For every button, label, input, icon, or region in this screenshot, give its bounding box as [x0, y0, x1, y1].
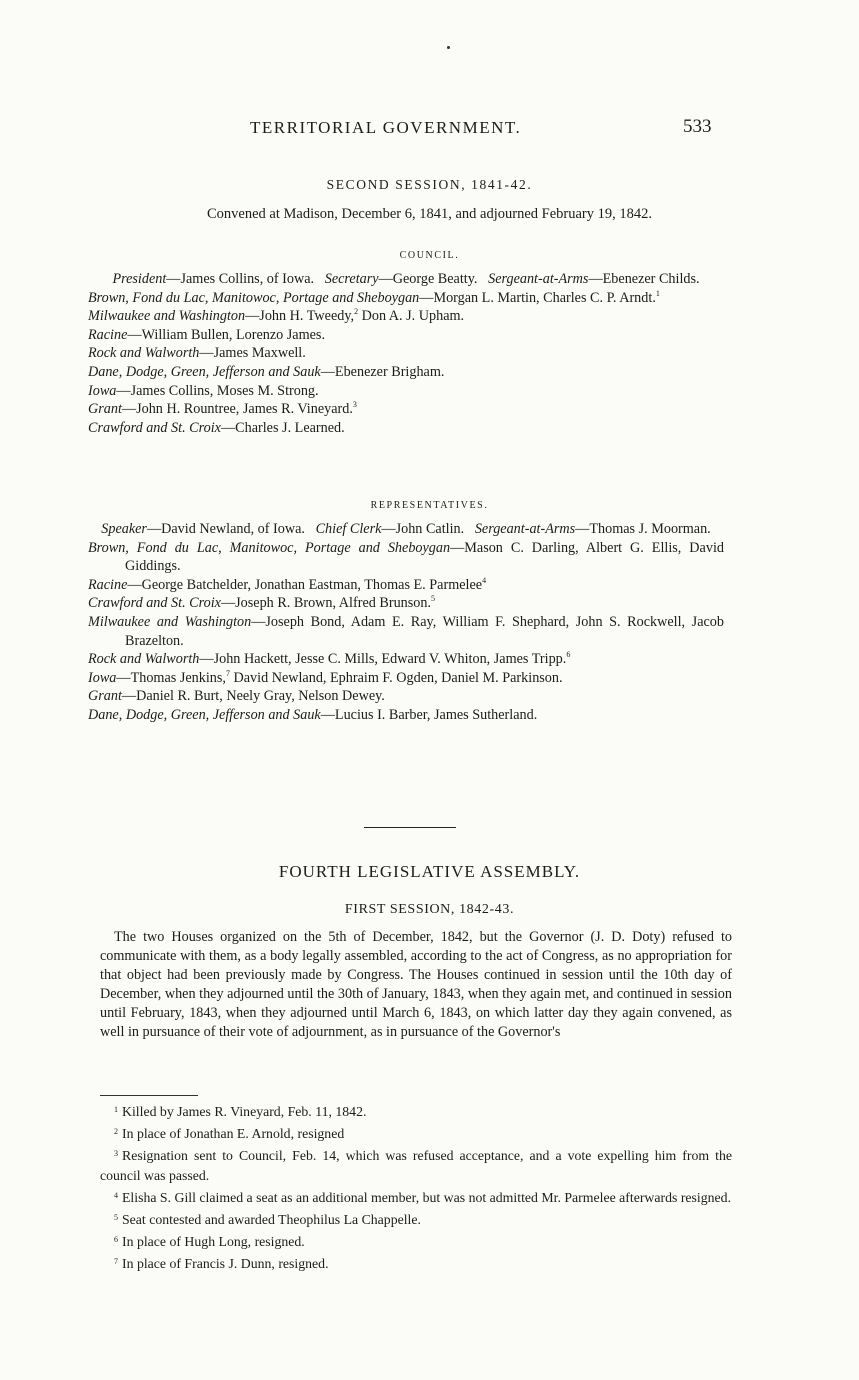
member-names: David Newland, Ephraim F. Ogden, Daniel M. Parkinson.: [229, 669, 563, 686]
district-entry: [88, 539, 724, 576]
district-entry: [88, 650, 724, 669]
district-name: Milwaukee and Washington: [88, 308, 246, 325]
member-names: —Thomas Jenkins,: [116, 669, 226, 686]
member-names: —Lucius I. Barber, James Sutherland.: [320, 706, 538, 723]
footnote-text: Killed by James R. Vineyard, Feb. 11, 1842.: [122, 1104, 367, 1119]
member-names: —John H. Tweedy,: [245, 308, 355, 325]
footnote-text: In place of Hugh Long, resigned.: [122, 1234, 305, 1249]
footnote-ref: 6: [566, 650, 571, 660]
session-dates: Convened at Madison, December 6, 1841, and adjourned February 19, 1842.: [207, 206, 652, 222]
footnote: [100, 1252, 732, 1274]
member-names: —Joseph Bond, Adam E. Ray, William F. Shephard, John S. Rockwell, Jacob Brazelton.: [125, 613, 724, 649]
session-heading: SECOND SESSION, 1841-42.: [326, 177, 533, 192]
footnote-mark: 7: [114, 1257, 118, 1266]
council-list: [88, 270, 724, 437]
footnote-text: In place of Francis J. Dunn, resigned.: [122, 1256, 329, 1271]
footnote-mark: 2: [114, 1127, 118, 1136]
district-name: Dane, Dodge, Green, Jefferson and Sauk: [88, 363, 321, 380]
running-title: TERRITORIAL GOVERNMENT.: [250, 118, 522, 137]
member-names: —Mason C. Darling, Albert G. Ellis, David Giddings.: [125, 539, 724, 575]
speaker-label: Speaker: [101, 521, 147, 537]
footnote: [100, 1208, 732, 1230]
page-header: [0, 118, 859, 142]
council-officers: [88, 270, 724, 289]
footnote-mark: 5: [114, 1213, 118, 1222]
member-names: —Charles J. Learned.: [220, 419, 345, 436]
secretary-name: —George Beatty.: [378, 271, 478, 287]
district-name: Brown, Fond du Lac, Manitowoc, Portage and Sheboygan: [88, 539, 451, 556]
sergeant-label: Sergeant-at-Arms: [488, 271, 589, 287]
representatives-members: [88, 539, 724, 725]
council-members: [88, 289, 724, 438]
district-entry: [88, 344, 724, 363]
footnote-ref: 4: [482, 575, 487, 585]
footnote-text: Elisha S. Gill claimed a seat as an additional member, but was not admitted Mr. Parmelee afterwards resigned.: [122, 1190, 732, 1205]
footnote-mark: 4: [114, 1191, 118, 1200]
member-names: —John H. Rountree, James R. Vineyard.: [121, 401, 353, 418]
footnote: [100, 1230, 732, 1252]
footnote-mark: 3: [114, 1149, 118, 1158]
member-names: —John Hackett, Jesse C. Mills, Edward V. Whiton, James Tripp.: [199, 651, 567, 668]
secretary-label: Secretary: [324, 271, 379, 287]
assembly-narrative: The two Houses organized on the 5th of December, 1842, but the Governor (J. D. Doty) refused to communicate with them, as a body legally assembled, according to the act of Congress, as no appropriation for that object had been previously made by Congress. The Houses continued in session until the 10th day of December, when they adjourned until the 30th of January, 1843, when they again met, and continued in session until February, 1843, when they adjourned until March 6, 1843, on which latter day they again convened, as well in pursuance of their vote of adjournment, as in pursuance of the Governor's: [100, 929, 732, 1040]
sergeant-name: —Ebenezer Childs.: [588, 271, 700, 287]
footnotes: [100, 1100, 732, 1274]
chief-clerk-label: Chief Clerk: [315, 521, 382, 537]
footnote-mark: 6: [114, 1235, 118, 1244]
district-entry: [88, 576, 724, 595]
district-name: Rock and Walworth: [88, 651, 200, 668]
footnote-text: In place of Jonathan E. Arnold, resigned: [122, 1126, 345, 1141]
representatives-heading: REPRESENTATIVES.: [370, 500, 489, 511]
district-name: Crawford and St. Croix: [88, 419, 221, 436]
footnote-ref: 1: [655, 288, 660, 298]
district-entry: [88, 706, 724, 725]
member-names: —James Maxwell.: [199, 345, 306, 362]
representatives-list: [88, 520, 724, 725]
district-entry: [88, 669, 724, 688]
assembly-session-heading: FIRST SESSION, 1842-43.: [344, 902, 515, 917]
president-name: —James Collins, of Iowa.: [166, 271, 315, 287]
district-name: Racine: [88, 576, 128, 593]
district-name: Milwaukee and Washington: [88, 613, 252, 630]
district-entry: [88, 400, 724, 419]
member-names: —Ebenezer Brigham.: [320, 363, 445, 380]
footnote-ref: 5: [431, 594, 436, 604]
footnote-text: Resignation sent to Council, Feb. 14, which was refused acceptance, and a vote expelling him from the council was passed.: [100, 1148, 732, 1183]
footnote-mark: 1: [114, 1105, 118, 1114]
district-entry: [88, 382, 724, 401]
district-entry: [88, 307, 724, 326]
member-names: —Morgan L. Martin, Charles C. P. Arndt.: [419, 289, 656, 306]
district-name: Brown, Fond du Lac, Manitowoc, Portage and Sheboygan: [88, 289, 420, 306]
district-entry: [88, 594, 724, 613]
footnote-ref: 3: [352, 400, 357, 410]
assembly-title: FOURTH LEGISLATIVE ASSEMBLY.: [278, 862, 581, 881]
footnote: [100, 1100, 732, 1122]
district-name: Crawford and St. Croix: [88, 595, 221, 612]
council-heading: COUNCIL.: [399, 250, 460, 261]
sergeant-name: —Thomas J. Moorman.: [575, 521, 711, 537]
district-name: Iowa: [88, 669, 117, 686]
member-names: —George Batchelder, Jonathan Eastman, Thomas E. Parmelee: [127, 576, 483, 593]
sergeant-label: Sergeant-at-Arms: [474, 521, 576, 537]
district-name: Grant: [88, 688, 122, 705]
footnote-ref: 7: [225, 668, 230, 678]
speaker-name: —David Newland, of Iowa.: [146, 521, 305, 537]
footnote: [100, 1186, 732, 1208]
district-entry: [88, 419, 724, 438]
member-names: Don A. J. Upham.: [358, 308, 465, 325]
district-name: Rock and Walworth: [88, 345, 200, 362]
member-names: —Daniel R. Burt, Neely Gray, Nelson Dewey.: [121, 688, 385, 705]
district-entry: [88, 326, 724, 345]
district-entry: [88, 363, 724, 382]
member-names: —James Collins, Moses M. Strong.: [116, 382, 319, 399]
president-label: President: [112, 271, 167, 287]
print-speck: [447, 46, 450, 49]
district-name: Dane, Dodge, Green, Jefferson and Sauk: [88, 706, 321, 723]
district-name: Grant: [88, 401, 122, 418]
section-divider: [364, 827, 456, 828]
district-name: Iowa: [88, 382, 117, 399]
chief-clerk-name: —John Catlin.: [381, 521, 465, 537]
district-entry: [88, 687, 724, 706]
representatives-officers: [88, 520, 724, 539]
member-names: —Joseph R. Brown, Alfred Brunson.: [220, 595, 432, 612]
footnote: [100, 1144, 732, 1186]
district-entry: [88, 613, 724, 650]
member-names: —William Bullen, Lorenzo James.: [127, 326, 326, 343]
district-entry: [88, 289, 724, 308]
page-number: 533: [683, 116, 712, 137]
district-name: Racine: [88, 326, 128, 343]
footnote-text: Seat contested and awarded Theophilus La Chappelle.: [122, 1212, 421, 1227]
footnote-ref: 2: [354, 307, 359, 317]
footnote-divider: [100, 1095, 198, 1096]
footnote: [100, 1122, 732, 1144]
